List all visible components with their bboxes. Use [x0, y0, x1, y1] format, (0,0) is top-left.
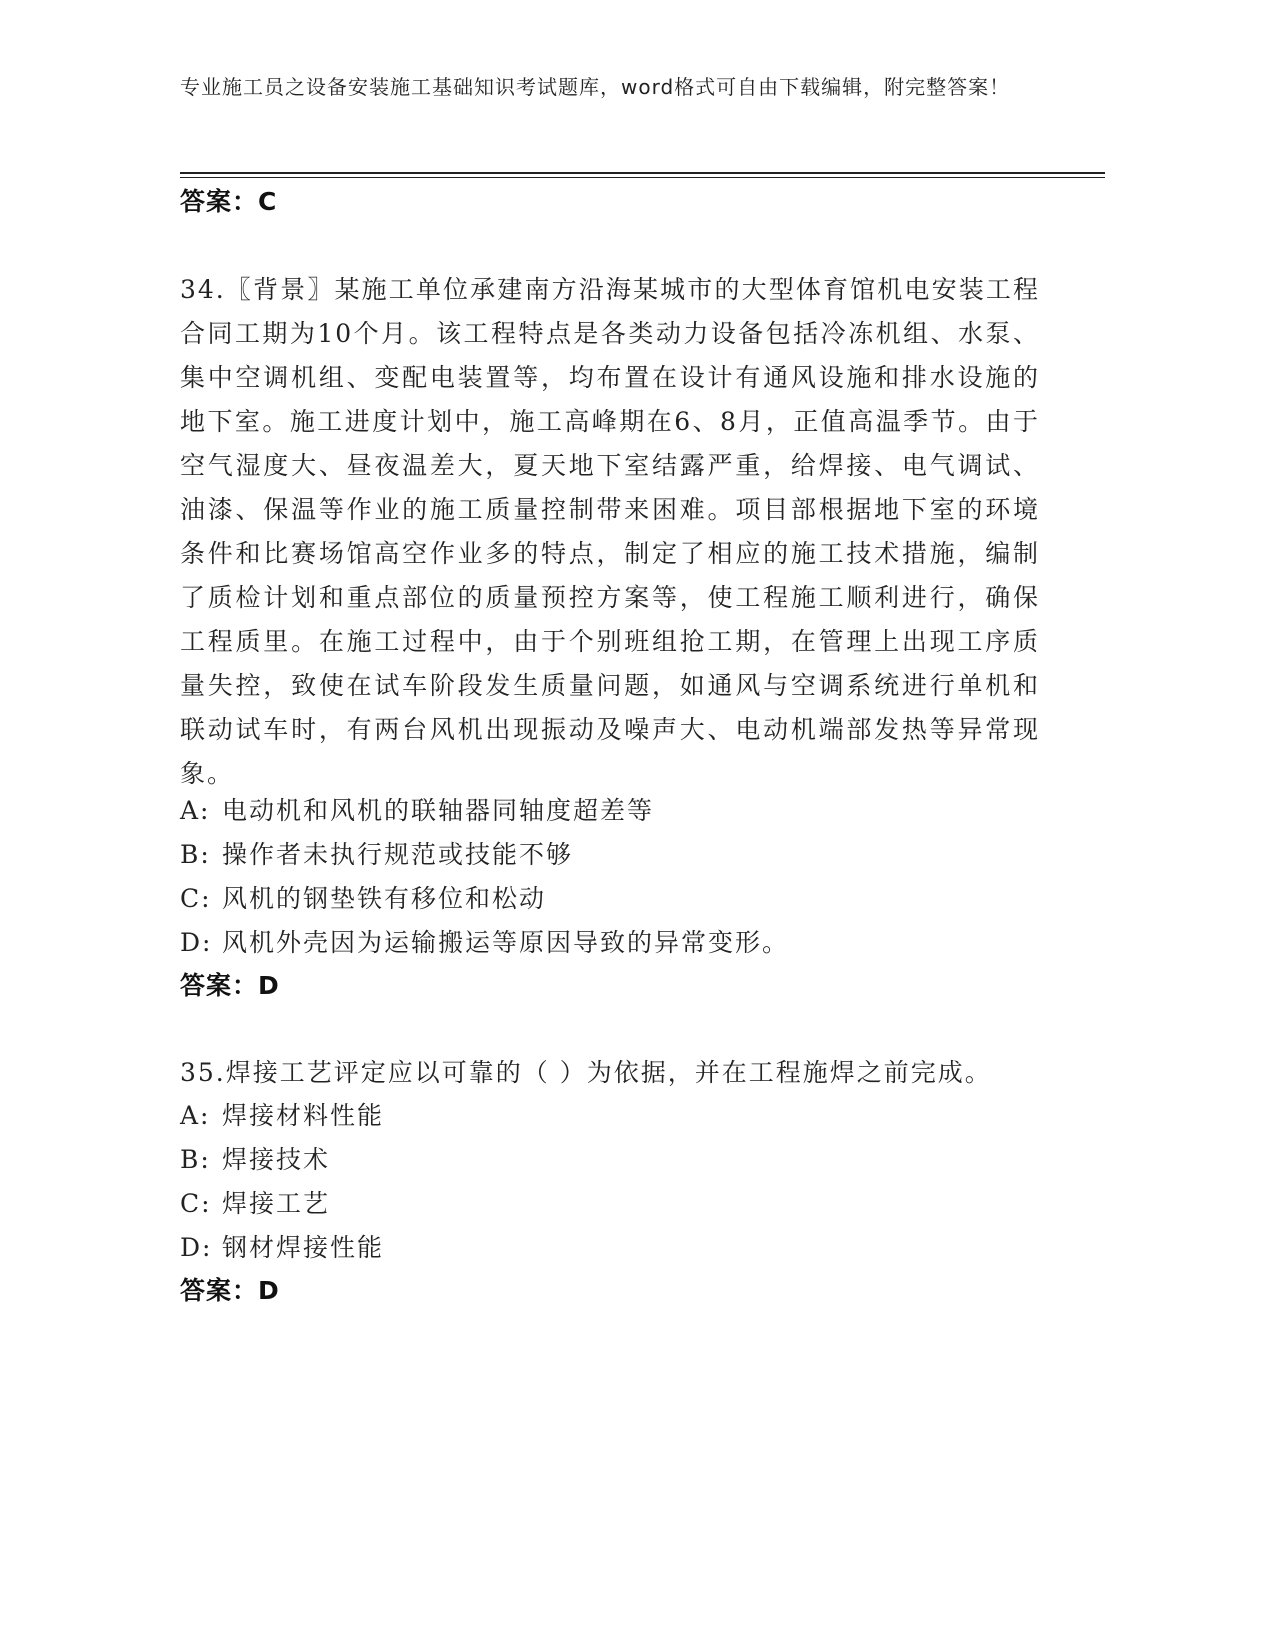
question-35-text: 35.焊接工艺评定应以可靠的（ ）为依据，并在工程施焊之前完成。	[180, 1058, 992, 1087]
option-key: A:	[180, 1101, 211, 1130]
option-key: D:	[180, 1233, 213, 1262]
option-key: A:	[180, 796, 211, 825]
option-key: C:	[180, 1189, 212, 1218]
option-text: 焊接材料性能	[222, 1101, 385, 1130]
option-text: 风机的钢垫铁有移位和松动	[222, 884, 547, 913]
option-b	[180, 833, 1040, 877]
previous-answer: 答案：C	[180, 187, 278, 216]
option-d	[180, 921, 1040, 965]
question-34-text: 34.〖背景〗某施工单位承建南方沿海某城市的大型体育馆机电安装工程合同工期为10个月。该工程特点是各类动力设备包括冷冻机组、水泵、集中空调机组、变配电装置等，均布置在设计有通风设施和排水设施的地下室。施工进度计划中，施工高峰期在6、8月，正值高温季节。由于空气湿度大、昼夜温差大，夏天地下室结露严重，给焊接、电气调试、油漆、保温等作业的施工质量控制带来困难。项目部根据地下室的环境条件和比赛场馆高空作业多的特点，制定了相应的施工技术措施，编制了质检计划和重点部位的质量预控方案等，使工程施工顺利进行，确保工程质里。在施工过程中，由于个别班组抢工期，在管理上出现工序质量失控，致使在试车阶段发生质量问题，如通风与空调系统进行单机和联动试车时，有两台风机出现振动及噪声大、电动机端部发热等异常现象。	[180, 275, 1040, 788]
option-c	[180, 877, 1040, 921]
option-text: 钢材焊接性能	[222, 1233, 385, 1262]
option-text: 焊接工艺	[222, 1189, 331, 1218]
option-text: 操作者未执行规范或技能不够	[222, 840, 574, 869]
option-text: 风机外壳因为运输搬运等原因导致的异常变形。	[222, 928, 790, 957]
question-35-answer: 答案：D	[180, 1276, 280, 1305]
option-key: D:	[180, 928, 213, 957]
question-34-options	[180, 789, 1040, 965]
header-divider-thick	[180, 172, 1105, 174]
option-b	[180, 1138, 1040, 1182]
header-divider-thin	[180, 177, 1105, 178]
option-a	[180, 789, 1040, 833]
option-d	[180, 1226, 1040, 1270]
option-text: 电动机和风机的联轴器同轴度超差等	[222, 796, 655, 825]
option-text: 焊接技术	[222, 1145, 331, 1174]
option-key: B:	[180, 840, 211, 869]
question-35-options	[180, 1094, 1040, 1270]
option-c	[180, 1182, 1040, 1226]
option-a	[180, 1094, 1040, 1138]
document-header: 专业施工员之设备安装施工基础知识考试题库，word格式可自由下载编辑，附完整答案！	[180, 75, 1011, 99]
option-key: B:	[180, 1145, 211, 1174]
option-key: C:	[180, 884, 212, 913]
question-34-answer: 答案：D	[180, 971, 280, 1000]
